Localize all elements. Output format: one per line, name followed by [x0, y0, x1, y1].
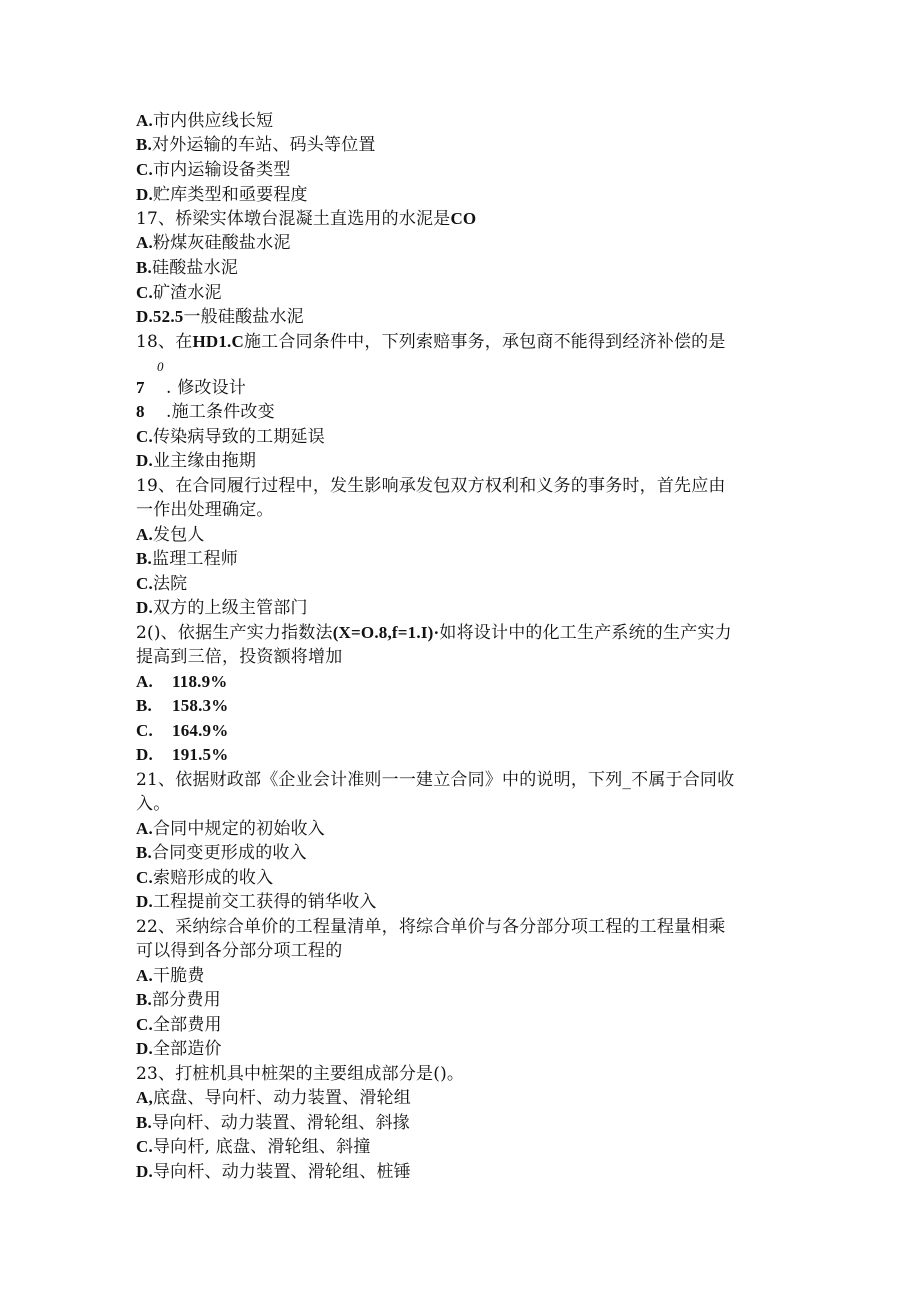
q20-option-d — [136, 744, 228, 766]
option-label: C. — [136, 1015, 153, 1034]
option-text: 导向杆、动力装置、滑轮组、桩锤 — [152, 1162, 411, 1182]
option-text: 矿渣水泥 — [152, 283, 222, 303]
option-label: 8 — [136, 402, 145, 421]
option-label: D. — [136, 1039, 153, 1058]
q21-option-c — [136, 867, 273, 889]
option-text: 业主缘由拖期 — [152, 451, 257, 471]
q17-option-d — [136, 306, 304, 328]
q22-stem: 22、采纳综合单价的工程量清单，将综合单价与各分部分项工程的工程量相乘 — [136, 917, 726, 937]
option-text: 干脆费 — [152, 966, 205, 986]
option-label: B. — [136, 258, 152, 277]
option-label: A. — [136, 966, 153, 985]
option-label: 7 — [136, 378, 145, 397]
option-text: 工程提前交工获得的销华收入 — [152, 892, 377, 912]
option-label: D. — [136, 185, 153, 204]
q18-option-a — [136, 377, 246, 399]
option-text: .施工条件改变 — [166, 402, 275, 422]
q22-option-d — [136, 1038, 222, 1060]
q20-option-c — [136, 720, 228, 742]
q18-answer-mark: 0 — [157, 359, 164, 374]
stem-code: CO — [450, 209, 477, 228]
stem-formula: (X=O.8,f=1.I)· — [332, 623, 440, 642]
option-label: C. — [136, 1137, 153, 1156]
stem-text: 18、在 — [136, 332, 193, 352]
option-label: A, — [136, 1088, 153, 1107]
option-text: 导向杆, 底盘、滑轮组、斜撞 — [152, 1137, 371, 1157]
option-text: 发包人 — [152, 525, 205, 545]
q20-stem — [136, 622, 732, 644]
option-text: 导向杆、动力装置、滑轮组、斜掾 — [152, 1113, 410, 1133]
q22-stem-cont: 可以得到各分部分项工程的 — [136, 941, 343, 961]
q18-option-c — [136, 426, 325, 448]
option-text: 传染病导致的工期延误 — [152, 427, 325, 447]
q19-option-c — [136, 573, 187, 595]
q16-option-b — [136, 134, 376, 156]
option-text: 市内供应线长短 — [152, 111, 274, 131]
q19-option-b — [136, 548, 238, 570]
option-text: 硅酸盐水泥 — [152, 258, 238, 278]
option-label: C. — [136, 574, 153, 593]
q19-option-a — [136, 524, 205, 546]
q16-option-c — [136, 159, 291, 181]
q23-option-b — [136, 1112, 410, 1134]
option-text: 监理工程师 — [152, 549, 238, 569]
option-label: D. — [136, 745, 153, 764]
option-label: B. — [136, 990, 152, 1009]
option-label: D.52.5 — [136, 307, 184, 326]
option-label: C. — [136, 160, 153, 179]
q19-option-d — [136, 597, 308, 619]
option-label: D. — [136, 598, 153, 617]
option-text: 底盘、导向杆、动力装置、滑轮组 — [152, 1088, 411, 1108]
q21-stem: 21、依据财政部《企业会计准则一一建立合同》中的说明，下列_不属于合同收 — [136, 770, 735, 790]
q22-option-a — [136, 965, 205, 987]
stem-text: 2()、依据生产实力指数法 — [136, 623, 333, 643]
q18-option-d — [136, 450, 256, 472]
q20-option-b — [136, 695, 228, 717]
option-label: C. — [136, 283, 153, 302]
option-text: 118.9% — [172, 672, 228, 691]
option-label: B. — [136, 549, 152, 568]
q17-option-c — [136, 282, 222, 304]
option-label: D. — [136, 451, 153, 470]
option-label: C. — [136, 721, 153, 740]
option-label: A. — [136, 111, 153, 130]
option-text: 部分费用 — [152, 990, 221, 1010]
option-text: 全部费用 — [152, 1015, 222, 1035]
stem-code: HD1.C — [192, 332, 244, 351]
option-label: D. — [136, 892, 153, 911]
q16-option-a — [136, 110, 273, 132]
option-label: B. — [136, 843, 152, 862]
option-text: 合同中规定的初始收入 — [152, 819, 325, 839]
q22-option-c — [136, 1014, 222, 1036]
q20-stem-cont: 提高到三倍，投资额将增加 — [136, 647, 343, 667]
option-text: 158.3% — [172, 696, 229, 715]
option-text: 全部造价 — [152, 1039, 222, 1059]
q17-option-b — [136, 257, 238, 279]
option-label: A. — [136, 672, 153, 691]
option-text: 对外运输的车站、码头等位置 — [152, 135, 376, 155]
q19-stem: 19、在合同履行过程中，发生影响承发包双方权利和义务的事务时，首先应由 — [136, 476, 726, 496]
option-text: 双方的上级主管部门 — [152, 598, 308, 618]
option-text: . 修改设计 — [166, 378, 247, 398]
q23-stem: 23、打桩机具中桩架的主要组成部分是()。 — [136, 1064, 465, 1084]
option-label: B. — [136, 135, 152, 154]
option-text: 市内运输设备类型 — [152, 160, 291, 180]
option-text: 索赔形成的收入 — [152, 868, 274, 888]
q17-option-a — [136, 232, 291, 254]
option-text: 合同变更形成的收入 — [152, 843, 307, 863]
q21-stem-cont: 入。 — [136, 794, 171, 814]
option-text: 164.9% — [172, 721, 229, 740]
q22-option-b — [136, 989, 221, 1011]
q23-option-d — [136, 1161, 411, 1183]
q21-option-b — [136, 842, 307, 864]
option-label: D. — [136, 1162, 153, 1181]
option-label: C. — [136, 427, 153, 446]
stem-text: 施工合同条件中，下列索赔事务，承包商不能得到经济补偿的是 — [243, 332, 726, 352]
option-label: C. — [136, 868, 153, 887]
stem-text: 17、桥梁实体墩台混凝土直选用的水泥是 — [136, 209, 451, 229]
q20-option-a — [136, 671, 228, 693]
option-text: 贮库类型和亟要程度 — [152, 185, 308, 205]
option-text: 粉煤灰硅酸盐水泥 — [152, 233, 291, 253]
option-label: B. — [136, 1113, 152, 1132]
option-label: A. — [136, 819, 153, 838]
q16-option-d — [136, 184, 308, 206]
q23-option-c — [136, 1136, 371, 1158]
option-label: A. — [136, 525, 153, 544]
q19-stem-cont: 一作出处理确定。 — [136, 500, 274, 520]
option-label: A. — [136, 233, 153, 252]
q21-option-d — [136, 891, 377, 913]
stem-text: 如将设计中的化工生产系统的生产实力 — [439, 623, 732, 643]
option-label: B. — [136, 696, 152, 715]
q18-option-b — [136, 401, 275, 423]
option-text: 一般硅酸盐水泥 — [183, 307, 304, 327]
q17-stem — [136, 208, 476, 230]
option-text: 191.5% — [172, 745, 229, 764]
q18-stem — [136, 331, 726, 353]
option-text: 法院 — [152, 574, 188, 594]
q23-option-a — [136, 1087, 411, 1109]
q21-option-a — [136, 818, 325, 840]
